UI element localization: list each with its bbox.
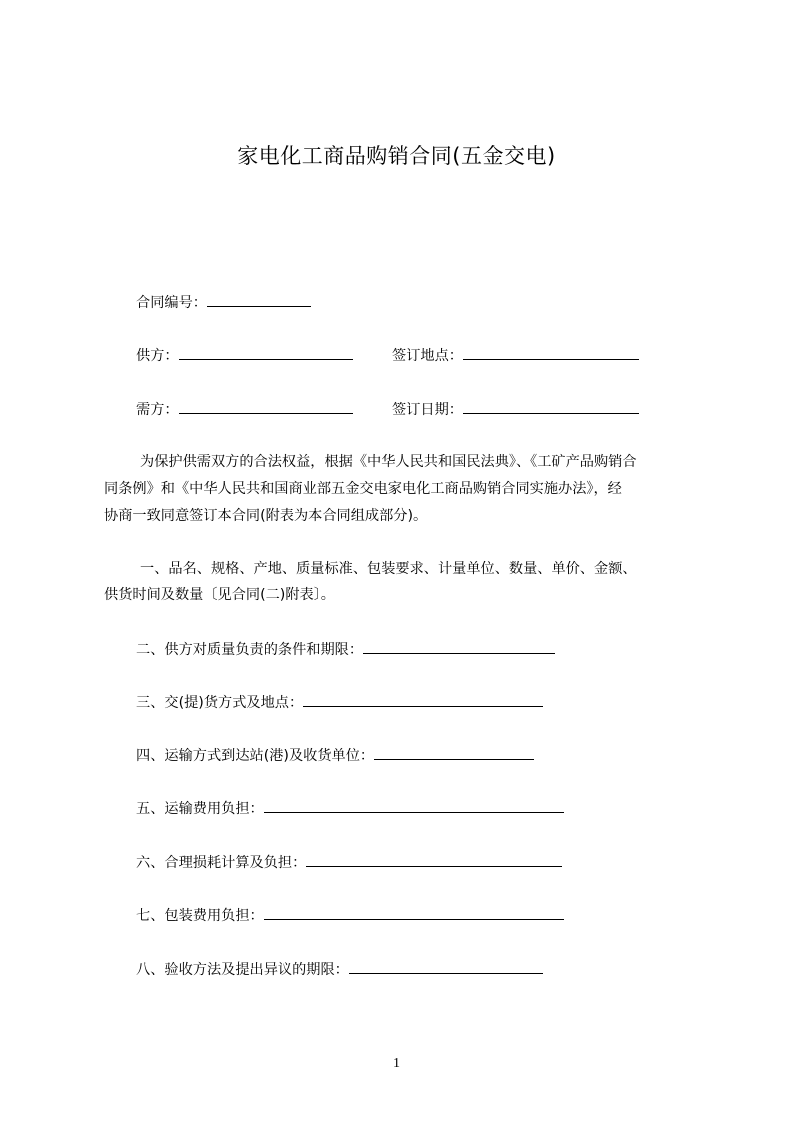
- page-number: 1: [393, 1056, 400, 1071]
- clause-7-field[interactable]: [264, 905, 564, 920]
- sign-date-field[interactable]: [463, 399, 639, 414]
- supplier-line: [136, 345, 353, 366]
- clause-5-label: 五、运输费用负担：: [136, 801, 264, 817]
- clause-2-field[interactable]: [363, 639, 555, 654]
- clause-8-field[interactable]: [349, 959, 543, 974]
- preamble-line-2: 同条例》和《中华人民共和国商业部五金交电家电化工商品购销合同实施办法》，经: [104, 481, 622, 497]
- clause-3-label: 三、交(提)货方式及地点：: [136, 695, 304, 711]
- clause-1-line-1: 一、品名、规格、产地、质量标准、包装要求、计量单位、数量、单价、金额、: [140, 561, 637, 577]
- preamble-line-3: 协商一致同意签订本合同(附表为本合同组成部分)。: [104, 508, 428, 524]
- clause-4-label: 四、运输方式到达站(港)及收货单位：: [136, 748, 375, 764]
- clause-8: [136, 959, 543, 980]
- clause-7-label: 七、包装费用负担：: [136, 908, 264, 924]
- contract-number-label: 合同编号：: [136, 295, 207, 311]
- contract-number-line: [136, 292, 311, 313]
- clause-6: [136, 852, 562, 873]
- clause-8-label: 八、验收方法及提出异议的期限：: [136, 962, 349, 978]
- clause-4-field[interactable]: [374, 745, 534, 760]
- supplier-label: 供方：: [136, 348, 179, 364]
- sign-place-field[interactable]: [463, 345, 639, 360]
- supplier-field[interactable]: [179, 345, 353, 360]
- sign-place-line: [392, 345, 639, 366]
- page-title: 家电化工商品购销合同(五金交电): [237, 144, 556, 168]
- clause-3-field[interactable]: [303, 692, 543, 707]
- buyer-label: 需方：: [136, 402, 179, 418]
- preamble-line-1: 为保护供需双方的合法权益，根据《中华人民共和国民法典》、《工矿产品购销合: [140, 454, 637, 470]
- clause-5: [136, 798, 564, 819]
- clause-6-field[interactable]: [306, 852, 562, 867]
- clause-1-line-2: 供货时间及数量〔见合同(二)附表〕。: [104, 587, 335, 603]
- clause-5-field[interactable]: [264, 798, 564, 813]
- clause-3: [136, 692, 543, 713]
- buyer-field[interactable]: [179, 399, 353, 414]
- clause-7: [136, 905, 564, 926]
- clause-6-label: 六、合理损耗计算及负担：: [136, 855, 307, 871]
- clause-2: [136, 639, 555, 660]
- clause-2-label: 二、供方对质量负责的条件和期限：: [136, 642, 364, 658]
- sign-place-label: 签订地点：: [392, 348, 463, 364]
- clause-4: [136, 745, 534, 766]
- sign-date-label: 签订日期：: [392, 402, 463, 418]
- contract-number-field[interactable]: [207, 292, 311, 307]
- buyer-line: [136, 399, 353, 420]
- sign-date-line: [392, 399, 639, 420]
